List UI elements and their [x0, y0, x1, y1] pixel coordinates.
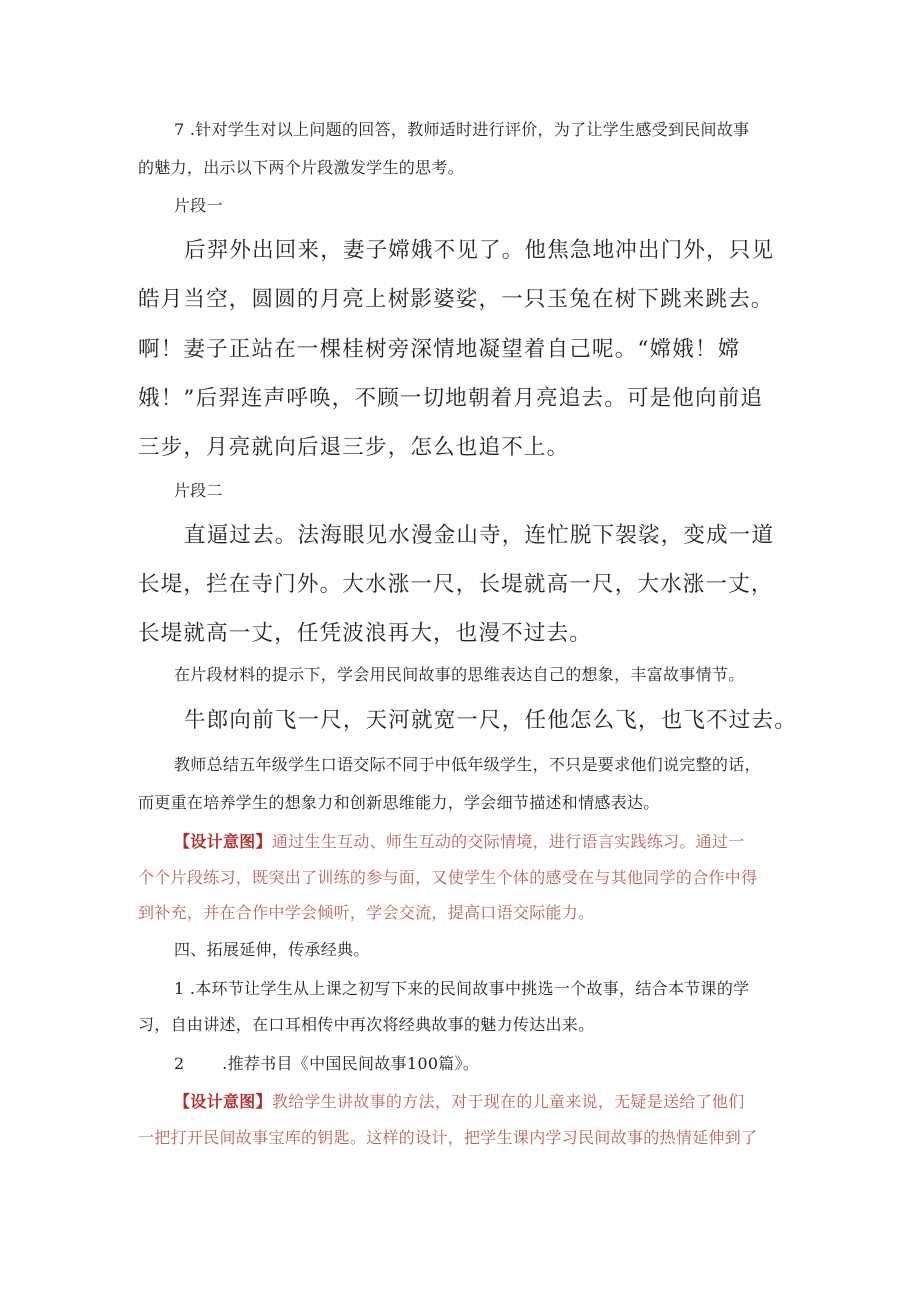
fragment-2-line: 长堤，拦在寺门外。大水涨一尺，长堤就高一尺，大水涨一丈， — [138, 572, 774, 597]
design-intent-text: 通过生生互动、师生互动的交际情境，进行语言实践练习。通过一 — [271, 832, 745, 851]
paragraph-7-line-2: 的魅力，出示以下两个片段激发学生的思考。 — [138, 158, 465, 177]
summary-line-1: 教师总结五年级学生口语交际不同于中低年级学生，不只是要求他们说完整的话， — [174, 755, 761, 774]
design-intent-1-line-1 — [174, 829, 745, 852]
paragraph-7-line-1: 7 .针对学生对以上问题的回答，教师适时进行评价，为了让学生感受到民间故事 — [174, 120, 750, 139]
fragment-1-heading: 片段一 — [174, 196, 223, 215]
fragment-1-line: 啊！妻子正站在一棵桂树旁深情地凝望着自己呢。“嫦娥！嫦 — [138, 337, 741, 362]
fragment-1-line: 皓月当空，圆圆的月亮上树影婆娑，一只玉兔在树下跳来跳去。 — [138, 287, 774, 312]
fragment-1-line: 后羿外出回来，妻子嫦娥不见了。他焦急地冲出门外，只见 — [184, 238, 775, 263]
design-intent-1-line-2: 个个片段练习，既突出了训练的参与面，又使学生个体的感受在与其他同学的合作中得 — [138, 868, 758, 887]
design-intent-text: 教给学生讲故事的方法，对于现在的儿童来说，无疑是送给了他们 — [271, 1092, 745, 1111]
fragment-2-line: 直逼过去。法海眼见水漫金山寺，连忙脱下袈裟，变成一道 — [184, 523, 775, 548]
design-intent-2-line-2: 一把打开民间故事宝库的钥匙。这样的设计，把学生课内学习民间故事的热情延伸到了 — [138, 1128, 758, 1147]
design-intent-tag: 【设计意图】 — [174, 1092, 272, 1111]
section-4-heading: 四、拓展延伸，传承经典。 — [174, 940, 370, 959]
design-intent-2-line-1 — [174, 1089, 745, 1112]
fragment-2-line: 长堤就高一丈，任凭波浪再大，也漫不过去。 — [138, 621, 593, 646]
section-4-item-1-line-2: 习，自由讲述，在口耳相传中再次将经典故事的魅力传达出来。 — [138, 1015, 595, 1034]
fragment-1-line: 三步，月亮就向后退三步，怎么也追不上。 — [138, 435, 570, 460]
fragment-1-line: 娥！”后羿连声呼唤，不顾一切地朝着月亮追去。可是他向前追 — [138, 386, 764, 411]
design-intent-tag: 【设计意图】 — [174, 832, 272, 851]
design-intent-1-line-3: 到补充，并在合作中学会倾听，学会交流，提高口语交际能力。 — [138, 903, 595, 922]
prompt-line: 在片段材料的提示下，学会用民间故事的思维表达自己的想象，丰富故事情节。 — [174, 665, 745, 684]
example-line: 牛郎向前飞一尺，天河就宽一尺，任他怎么飞，也飞不过去。 — [184, 708, 797, 733]
section-4-item-2: 2 .推荐书目《中国民间故事100篇》。 — [174, 1054, 480, 1073]
section-4-item-1-line-1: 1 .本环节让学生从上课之初写下来的民间故事中挑选一个故事，结合本节课的学 — [174, 979, 750, 998]
summary-line-2: 而更重在培养学生的想象力和创新思维能力，学会细节描述和情感表达。 — [138, 793, 660, 812]
fragment-2-heading: 片段二 — [174, 481, 223, 500]
